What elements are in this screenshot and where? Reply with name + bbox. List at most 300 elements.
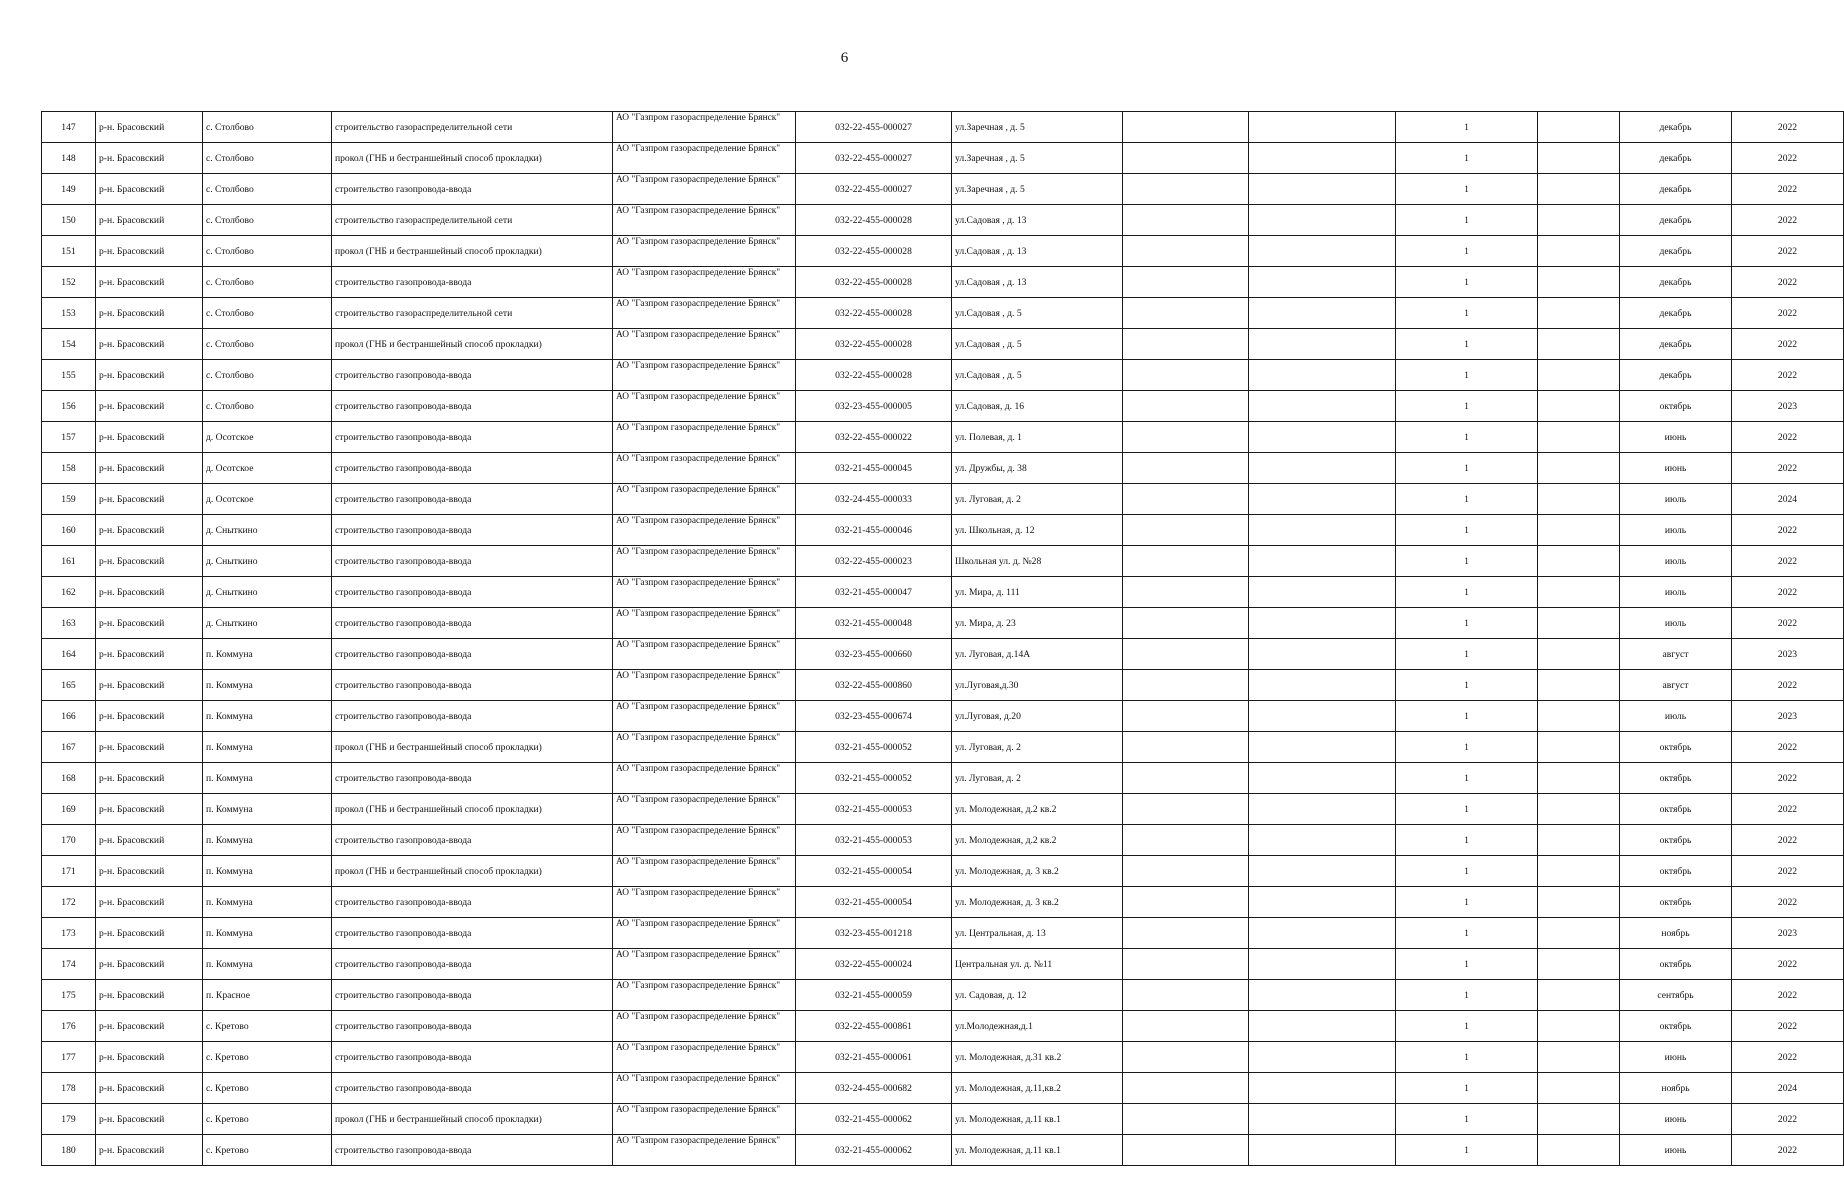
empty-col-3-cell (1538, 360, 1620, 391)
table-row (42, 639, 1844, 670)
settlement-cell: с. Столбово (203, 236, 332, 267)
empty-col-3-cell (1538, 422, 1620, 453)
settlement-cell: с. Столбово (203, 360, 332, 391)
application-code-cell: 032-22-455-000028 (796, 205, 952, 236)
application-code-cell: 032-21-455-000046 (796, 515, 952, 546)
row-number-cell: 158 (42, 453, 96, 484)
month-cell: декабрь (1620, 298, 1732, 329)
empty-col-1-cell (1123, 484, 1249, 515)
row-number-cell: 165 (42, 670, 96, 701)
quantity-cell: 1 (1396, 1104, 1538, 1135)
organization-cell: АО "Газпром газораспределение Брянск" (613, 205, 796, 236)
address-cell: ул.Садовая , д. 5 (952, 329, 1123, 360)
empty-col-3-cell (1538, 484, 1620, 515)
year-cell: 2022 (1732, 1042, 1844, 1073)
district-cell: р-н. Брасовский (96, 639, 203, 670)
year-cell: 2022 (1732, 856, 1844, 887)
empty-col-2-cell (1249, 763, 1396, 794)
organization-cell: АО "Газпром газораспределение Брянск" (613, 360, 796, 391)
work-type-cell: строительство газопровода-ввода (332, 515, 613, 546)
work-type-cell: строительство газопровода-ввода (332, 422, 613, 453)
empty-col-1-cell (1123, 236, 1249, 267)
empty-col-3-cell (1538, 391, 1620, 422)
empty-col-1-cell (1123, 639, 1249, 670)
row-number-cell: 167 (42, 732, 96, 763)
district-cell: р-н. Брасовский (96, 1073, 203, 1104)
organization-cell: АО "Газпром газораспределение Брянск" (613, 1042, 796, 1073)
work-type-cell: строительство газопровода-ввода (332, 980, 613, 1011)
row-number-cell: 163 (42, 608, 96, 639)
empty-col-3-cell (1538, 1011, 1620, 1042)
quantity-cell: 1 (1396, 639, 1538, 670)
settlement-cell: с. Столбово (203, 112, 332, 143)
year-cell: 2022 (1732, 298, 1844, 329)
work-type-cell: строительство газопровода-ввода (332, 763, 613, 794)
organization-cell: АО "Газпром газораспределение Брянск" (613, 608, 796, 639)
work-type-cell: строительство газопровода-ввода (332, 174, 613, 205)
organization-cell: АО "Газпром газораспределение Брянск" (613, 825, 796, 856)
address-cell: Центральная ул. д. №11 (952, 949, 1123, 980)
empty-col-3-cell (1538, 639, 1620, 670)
organization-cell: АО "Газпром газораспределение Брянск" (613, 949, 796, 980)
district-cell: р-н. Брасовский (96, 1135, 203, 1166)
empty-col-1-cell (1123, 1073, 1249, 1104)
year-cell: 2022 (1732, 825, 1844, 856)
empty-col-3-cell (1538, 732, 1620, 763)
empty-col-2-cell (1249, 329, 1396, 360)
year-cell: 2022 (1732, 1011, 1844, 1042)
work-type-cell: строительство газопровода-ввода (332, 546, 613, 577)
work-type-cell: прокол (ГНБ и бестраншейный способ прокладки) (332, 1104, 613, 1135)
empty-col-2-cell (1249, 1011, 1396, 1042)
month-cell: июнь (1620, 453, 1732, 484)
table-row (42, 577, 1844, 608)
empty-col-1-cell (1123, 701, 1249, 732)
empty-col-3-cell (1538, 143, 1620, 174)
empty-col-3-cell (1538, 1073, 1620, 1104)
month-cell: июль (1620, 484, 1732, 515)
work-type-cell: строительство газопровода-ввода (332, 639, 613, 670)
empty-col-2-cell (1249, 670, 1396, 701)
row-number-cell: 162 (42, 577, 96, 608)
district-cell: р-н. Брасовский (96, 298, 203, 329)
table-row (42, 143, 1844, 174)
month-cell: июль (1620, 515, 1732, 546)
settlement-cell: с. Кретово (203, 1104, 332, 1135)
empty-col-2-cell (1249, 1042, 1396, 1073)
settlement-cell: д. Осотское (203, 453, 332, 484)
empty-col-2-cell (1249, 205, 1396, 236)
month-cell: октябрь (1620, 1011, 1732, 1042)
empty-col-2-cell (1249, 639, 1396, 670)
district-cell: р-н. Брасовский (96, 949, 203, 980)
settlement-cell: с. Столбово (203, 205, 332, 236)
organization-cell: АО "Газпром газораспределение Брянск" (613, 794, 796, 825)
table-row (42, 949, 1844, 980)
row-number-cell: 160 (42, 515, 96, 546)
work-type-cell: строительство газопровода-ввода (332, 1135, 613, 1166)
month-cell: октябрь (1620, 887, 1732, 918)
row-number-cell: 174 (42, 949, 96, 980)
district-cell: р-н. Брасовский (96, 515, 203, 546)
address-cell: ул. Центральная, д. 13 (952, 918, 1123, 949)
month-cell: декабрь (1620, 174, 1732, 205)
address-cell: ул. Садовая, д. 12 (952, 980, 1123, 1011)
month-cell: октябрь (1620, 391, 1732, 422)
quantity-cell: 1 (1396, 515, 1538, 546)
district-cell: р-н. Брасовский (96, 980, 203, 1011)
work-type-cell: строительство газопровода-ввода (332, 887, 613, 918)
work-type-cell: строительство газопровода-ввода (332, 1042, 613, 1073)
table-row (42, 1073, 1844, 1104)
year-cell: 2024 (1732, 484, 1844, 515)
application-code-cell: 032-21-455-000062 (796, 1135, 952, 1166)
table-row (42, 1135, 1844, 1166)
empty-col-3-cell (1538, 174, 1620, 205)
settlement-cell: п. Коммуна (203, 763, 332, 794)
district-cell: р-н. Брасовский (96, 701, 203, 732)
quantity-cell: 1 (1396, 174, 1538, 205)
table-row (42, 484, 1844, 515)
address-cell: ул. Школьная, д. 12 (952, 515, 1123, 546)
settlement-cell: д. Осотское (203, 484, 332, 515)
month-cell: октябрь (1620, 856, 1732, 887)
empty-col-3-cell (1538, 949, 1620, 980)
organization-cell: АО "Газпром газораспределение Брянск" (613, 577, 796, 608)
application-code-cell: 032-21-455-000059 (796, 980, 952, 1011)
empty-col-3-cell (1538, 670, 1620, 701)
district-cell: р-н. Брасовский (96, 732, 203, 763)
settlement-cell: с. Столбово (203, 329, 332, 360)
application-code-cell: 032-22-455-000028 (796, 267, 952, 298)
settlement-cell: п. Коммуна (203, 856, 332, 887)
month-cell: декабрь (1620, 329, 1732, 360)
table-row (42, 918, 1844, 949)
empty-col-1-cell (1123, 267, 1249, 298)
application-code-cell: 032-22-455-000023 (796, 546, 952, 577)
empty-col-1-cell (1123, 1011, 1249, 1042)
work-type-cell: прокол (ГНБ и бестраншейный способ прокладки) (332, 856, 613, 887)
organization-cell: АО "Газпром газораспределение Брянск" (613, 1073, 796, 1104)
quantity-cell: 1 (1396, 267, 1538, 298)
quantity-cell: 1 (1396, 1042, 1538, 1073)
empty-col-2-cell (1249, 794, 1396, 825)
empty-col-3-cell (1538, 236, 1620, 267)
settlement-cell: с. Столбово (203, 391, 332, 422)
empty-col-2-cell (1249, 856, 1396, 887)
address-cell: ул. Мира, д. 23 (952, 608, 1123, 639)
organization-cell: АО "Газпром газораспределение Брянск" (613, 298, 796, 329)
row-number-cell: 157 (42, 422, 96, 453)
row-number-cell: 170 (42, 825, 96, 856)
organization-cell: АО "Газпром газораспределение Брянск" (613, 980, 796, 1011)
address-cell: ул.Луговая,д.30 (952, 670, 1123, 701)
year-cell: 2022 (1732, 112, 1844, 143)
year-cell: 2023 (1732, 701, 1844, 732)
empty-col-1-cell (1123, 112, 1249, 143)
work-type-cell: строительство газопровода-ввода (332, 484, 613, 515)
application-code-cell: 032-22-455-000027 (796, 174, 952, 205)
organization-cell: АО "Газпром газораспределение Брянск" (613, 484, 796, 515)
year-cell: 2022 (1732, 577, 1844, 608)
empty-col-2-cell (1249, 732, 1396, 763)
month-cell: октябрь (1620, 794, 1732, 825)
district-cell: р-н. Брасовский (96, 577, 203, 608)
quantity-cell: 1 (1396, 484, 1538, 515)
month-cell: октябрь (1620, 763, 1732, 794)
work-type-cell: прокол (ГНБ и бестраншейный способ прокладки) (332, 143, 613, 174)
month-cell: июнь (1620, 422, 1732, 453)
quantity-cell: 1 (1396, 794, 1538, 825)
year-cell: 2022 (1732, 422, 1844, 453)
empty-col-1-cell (1123, 980, 1249, 1011)
work-type-cell: строительство газопровода-ввода (332, 360, 613, 391)
work-type-cell: строительство газопровода-ввода (332, 608, 613, 639)
district-cell: р-н. Брасовский (96, 825, 203, 856)
work-type-cell: строительство газораспределительной сети (332, 298, 613, 329)
table-row (42, 732, 1844, 763)
settlement-cell: с. Столбово (203, 267, 332, 298)
application-code-cell: 032-21-455-000062 (796, 1104, 952, 1135)
empty-col-1-cell (1123, 453, 1249, 484)
district-cell: р-н. Брасовский (96, 856, 203, 887)
quantity-cell: 1 (1396, 236, 1538, 267)
empty-col-2-cell (1249, 918, 1396, 949)
empty-col-1-cell (1123, 918, 1249, 949)
row-number-cell: 176 (42, 1011, 96, 1042)
address-cell: ул. Полевая, д. 1 (952, 422, 1123, 453)
quantity-cell: 1 (1396, 887, 1538, 918)
row-number-cell: 180 (42, 1135, 96, 1166)
empty-col-3-cell (1538, 112, 1620, 143)
month-cell: июнь (1620, 1104, 1732, 1135)
empty-col-1-cell (1123, 329, 1249, 360)
organization-cell: АО "Газпром газораспределение Брянск" (613, 918, 796, 949)
year-cell: 2022 (1732, 174, 1844, 205)
empty-col-1-cell (1123, 1042, 1249, 1073)
work-type-cell: строительство газопровода-ввода (332, 825, 613, 856)
empty-col-3-cell (1538, 205, 1620, 236)
application-code-cell: 032-21-455-000045 (796, 453, 952, 484)
application-code-cell: 032-22-455-000028 (796, 236, 952, 267)
work-type-cell: строительство газопровода-ввода (332, 453, 613, 484)
empty-col-1-cell (1123, 949, 1249, 980)
empty-col-1-cell (1123, 391, 1249, 422)
empty-col-2-cell (1249, 887, 1396, 918)
empty-col-2-cell (1249, 825, 1396, 856)
organization-cell: АО "Газпром газораспределение Брянск" (613, 1104, 796, 1135)
application-code-cell: 032-22-455-000024 (796, 949, 952, 980)
address-cell: ул. Луговая, д. 2 (952, 763, 1123, 794)
row-number-cell: 166 (42, 701, 96, 732)
empty-col-3-cell (1538, 1042, 1620, 1073)
address-cell: ул.Садовая , д. 13 (952, 267, 1123, 298)
quantity-cell: 1 (1396, 701, 1538, 732)
address-cell: ул. Дружбы, д. 38 (952, 453, 1123, 484)
empty-col-1-cell (1123, 577, 1249, 608)
row-number-cell: 156 (42, 391, 96, 422)
table-row (42, 1104, 1844, 1135)
settlement-cell: д. Сныткино (203, 608, 332, 639)
address-cell: ул.Садовая , д. 13 (952, 205, 1123, 236)
empty-col-3-cell (1538, 546, 1620, 577)
work-type-cell: прокол (ГНБ и бестраншейный способ прокладки) (332, 329, 613, 360)
address-cell: ул. Луговая, д. 2 (952, 484, 1123, 515)
organization-cell: АО "Газпром газораспределение Брянск" (613, 887, 796, 918)
empty-col-2-cell (1249, 1073, 1396, 1104)
year-cell: 2022 (1732, 670, 1844, 701)
organization-cell: АО "Газпром газораспределение Брянск" (613, 422, 796, 453)
empty-col-1-cell (1123, 422, 1249, 453)
empty-col-1-cell (1123, 825, 1249, 856)
row-number-cell: 150 (42, 205, 96, 236)
empty-col-3-cell (1538, 577, 1620, 608)
application-code-cell: 032-23-455-000005 (796, 391, 952, 422)
application-code-cell: 032-24-455-000033 (796, 484, 952, 515)
empty-col-1-cell (1123, 1135, 1249, 1166)
empty-col-2-cell (1249, 980, 1396, 1011)
organization-cell: АО "Газпром газораспределение Брянск" (613, 1135, 796, 1166)
empty-col-2-cell (1249, 298, 1396, 329)
quantity-cell: 1 (1396, 825, 1538, 856)
organization-cell: АО "Газпром газораспределение Брянск" (613, 174, 796, 205)
settlement-cell: с. Столбово (203, 174, 332, 205)
table-row (42, 391, 1844, 422)
work-type-cell: прокол (ГНБ и бестраншейный способ прокладки) (332, 732, 613, 763)
settlement-cell: с. Кретово (203, 1011, 332, 1042)
table-row (42, 112, 1844, 143)
table-row (42, 825, 1844, 856)
empty-col-1-cell (1123, 515, 1249, 546)
year-cell: 2022 (1732, 143, 1844, 174)
year-cell: 2022 (1732, 732, 1844, 763)
month-cell: август (1620, 639, 1732, 670)
settlement-cell: с. Кретово (203, 1073, 332, 1104)
year-cell: 2024 (1732, 1073, 1844, 1104)
table-row (42, 763, 1844, 794)
empty-col-1-cell (1123, 670, 1249, 701)
application-code-cell: 032-23-455-000660 (796, 639, 952, 670)
page-number: 6 (840, 50, 849, 66)
empty-col-3-cell (1538, 298, 1620, 329)
year-cell: 2022 (1732, 887, 1844, 918)
row-number-cell: 148 (42, 143, 96, 174)
address-cell: ул.Заречная , д. 5 (952, 143, 1123, 174)
year-cell: 2022 (1732, 1104, 1844, 1135)
empty-col-1-cell (1123, 763, 1249, 794)
application-code-cell: 032-22-455-000028 (796, 360, 952, 391)
empty-col-2-cell (1249, 422, 1396, 453)
table-row (42, 670, 1844, 701)
empty-col-1-cell (1123, 360, 1249, 391)
empty-col-1-cell (1123, 887, 1249, 918)
organization-cell: АО "Газпром газораспределение Брянск" (613, 546, 796, 577)
organization-cell: АО "Газпром газораспределение Брянск" (613, 515, 796, 546)
district-cell: р-н. Брасовский (96, 267, 203, 298)
row-number-cell: 147 (42, 112, 96, 143)
empty-col-1-cell (1123, 143, 1249, 174)
address-cell: ул.Садовая , д. 5 (952, 360, 1123, 391)
table-row (42, 887, 1844, 918)
address-cell: ул.Садовая , д. 5 (952, 298, 1123, 329)
table-row (42, 1011, 1844, 1042)
application-code-cell: 032-21-455-000061 (796, 1042, 952, 1073)
row-number-cell: 153 (42, 298, 96, 329)
organization-cell: АО "Газпром газораспределение Брянск" (613, 236, 796, 267)
empty-col-3-cell (1538, 856, 1620, 887)
address-cell: ул. Мира, д. 111 (952, 577, 1123, 608)
quantity-cell: 1 (1396, 391, 1538, 422)
application-code-cell: 032-22-455-000027 (796, 112, 952, 143)
organization-cell: АО "Газпром газораспределение Брянск" (613, 670, 796, 701)
empty-col-2-cell (1249, 484, 1396, 515)
settlement-cell: с. Кретово (203, 1042, 332, 1073)
district-cell: р-н. Брасовский (96, 205, 203, 236)
row-number-cell: 169 (42, 794, 96, 825)
table-row (42, 267, 1844, 298)
application-code-cell: 032-22-455-000028 (796, 329, 952, 360)
organization-cell: АО "Газпром газораспределение Брянск" (613, 112, 796, 143)
month-cell: август (1620, 670, 1732, 701)
year-cell: 2022 (1732, 763, 1844, 794)
quantity-cell: 1 (1396, 1073, 1538, 1104)
quantity-cell: 1 (1396, 670, 1538, 701)
year-cell: 2022 (1732, 515, 1844, 546)
row-number-cell: 155 (42, 360, 96, 391)
month-cell: июнь (1620, 1042, 1732, 1073)
address-cell: ул. Молодежная, д. 3 кв.2 (952, 856, 1123, 887)
work-type-cell: строительство газопровода-ввода (332, 670, 613, 701)
application-code-cell: 032-21-455-000052 (796, 763, 952, 794)
row-number-cell: 161 (42, 546, 96, 577)
table-row (42, 608, 1844, 639)
application-code-cell: 032-21-455-000054 (796, 856, 952, 887)
empty-col-2-cell (1249, 1104, 1396, 1135)
organization-cell: АО "Газпром газораспределение Брянск" (613, 856, 796, 887)
quantity-cell: 1 (1396, 143, 1538, 174)
organization-cell: АО "Газпром газораспределение Брянск" (613, 453, 796, 484)
year-cell: 2022 (1732, 949, 1844, 980)
settlement-cell: д. Сныткино (203, 577, 332, 608)
quantity-cell: 1 (1396, 453, 1538, 484)
work-type-cell: строительство газопровода-ввода (332, 918, 613, 949)
empty-col-2-cell (1249, 143, 1396, 174)
table-row (42, 360, 1844, 391)
address-cell: ул. Молодежная, д.2 кв.2 (952, 825, 1123, 856)
month-cell: октябрь (1620, 825, 1732, 856)
address-cell: ул.Луговая, д.20 (952, 701, 1123, 732)
empty-col-3-cell (1538, 1104, 1620, 1135)
month-cell: июль (1620, 608, 1732, 639)
quantity-cell: 1 (1396, 856, 1538, 887)
application-code-cell: 032-22-455-000861 (796, 1011, 952, 1042)
work-type-cell: прокол (ГНБ и бестраншейный способ прокладки) (332, 794, 613, 825)
month-cell: ноябрь (1620, 918, 1732, 949)
table-row (42, 236, 1844, 267)
quantity-cell: 1 (1396, 949, 1538, 980)
application-code-cell: 032-22-455-000028 (796, 298, 952, 329)
empty-col-2-cell (1249, 701, 1396, 732)
address-cell: ул. Молодежная, д.2 кв.2 (952, 794, 1123, 825)
empty-col-2-cell (1249, 236, 1396, 267)
organization-cell: АО "Газпром газораспределение Брянск" (613, 763, 796, 794)
quantity-cell: 1 (1396, 298, 1538, 329)
quantity-cell: 1 (1396, 577, 1538, 608)
table-row (42, 794, 1844, 825)
district-cell: р-н. Брасовский (96, 484, 203, 515)
quantity-cell: 1 (1396, 422, 1538, 453)
address-cell: ул.Заречная , д. 5 (952, 174, 1123, 205)
